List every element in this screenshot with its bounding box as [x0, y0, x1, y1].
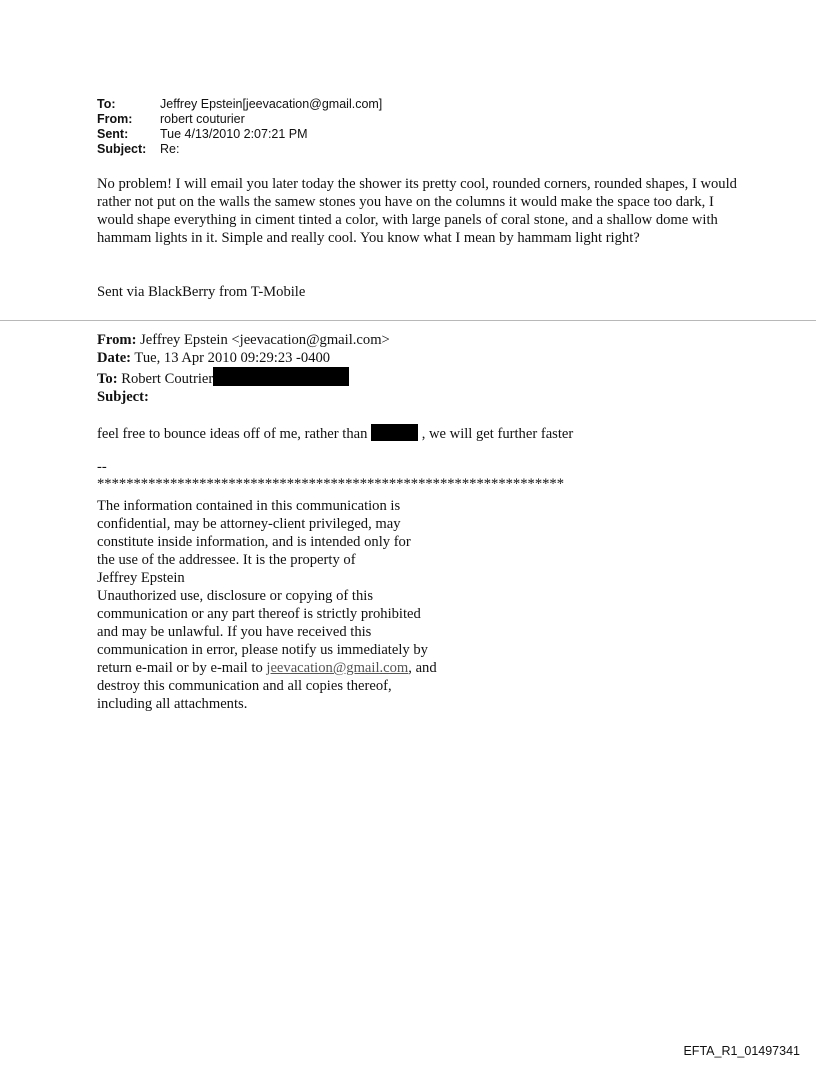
- quoted-date-label: Date:: [97, 350, 132, 366]
- disclaimer-link-line: [97, 659, 477, 677]
- quoted-from-value: Jeffrey Epstein <jeevacation@gmail.com>: [136, 332, 390, 348]
- to-label: To:: [97, 97, 116, 111]
- subject-row: [97, 142, 382, 157]
- asterisk-line: ****************************************************************: [97, 476, 564, 492]
- disclaimer-line: confidential, may be attorney-client privileged, may: [97, 516, 401, 532]
- to-value: Jeffrey Epstein[jeevacation@gmail.com]: [160, 97, 383, 111]
- disclaimer-line: and may be unlawful. If you have received this: [97, 624, 372, 640]
- quoted-to-row: [97, 367, 390, 388]
- quoted-header: [97, 331, 390, 406]
- quoted-body-after: , we will get further faster: [418, 426, 574, 442]
- sent-label: Sent:: [97, 127, 129, 141]
- from-row: [97, 112, 382, 127]
- quoted-to-value: Robert Coutrier: [117, 371, 214, 387]
- reply-body: No problem! I will email you later today the shower its pretty cool, rounded corners, rounded shapes, I would rather not put on the walls the samew stones you have on the columns it would make the space too dark, I would shape everything in ciment tinted a color, with large panels of coral stone, and a shallow dome with hammam lights in it. Simple and really cool. You know what I mean by hammam light right?: [97, 176, 737, 246]
- subject-value: Re:: [160, 142, 180, 156]
- document-id: EFTA_R1_01497341: [683, 1044, 800, 1058]
- disclaimer-line: the use of the addressee. It is the property of: [97, 552, 356, 568]
- sent-value: Tue 4/13/2010 2:07:21 PM: [160, 127, 308, 141]
- disclaimer-line: The information contained in this communication is: [97, 498, 401, 514]
- sent-row: [97, 127, 382, 142]
- disclaimer-line: communication or any part thereof is strictly prohibited: [97, 606, 421, 622]
- disclaimer-line: Unauthorized use, disclosure or copying of this: [97, 588, 374, 604]
- quoted-from-row: [97, 331, 390, 349]
- disclaimer-line: including all attachments.: [97, 696, 248, 712]
- redaction-box: [371, 424, 418, 441]
- divider: [0, 320, 816, 321]
- disclaimer: [97, 497, 477, 713]
- quoted-body-before: feel free to bounce ideas off of me, rather than: [97, 426, 372, 442]
- email-header: [97, 97, 382, 157]
- quoted-subject-label: Subject:: [97, 389, 149, 405]
- disclaimer-link-pre: return e-mail or by e-mail to: [97, 660, 267, 676]
- disclaimer-line: constitute inside information, and is intended only for: [97, 534, 411, 550]
- signature-dash: --: [97, 459, 107, 475]
- from-value: robert couturier: [160, 112, 245, 126]
- disclaimer-line: destroy this communication and all copies thereof,: [97, 678, 392, 694]
- disclaimer-link-post: , and: [408, 660, 437, 676]
- from-label: From:: [97, 112, 133, 126]
- quoted-date-row: [97, 349, 390, 367]
- quoted-body: [97, 424, 573, 443]
- subject-label: Subject:: [97, 142, 147, 156]
- quoted-to-label: To:: [97, 371, 118, 387]
- email-link[interactable]: jeevacation@gmail.com: [266, 660, 409, 676]
- quoted-from-label: From:: [97, 332, 137, 348]
- to-row: [97, 97, 382, 112]
- quoted-subject-row: [97, 388, 390, 406]
- disclaimer-line: communication in error, please notify us immediately by: [97, 642, 428, 658]
- disclaimer-line: Jeffrey Epstein: [97, 570, 185, 586]
- redaction-box: [213, 367, 349, 386]
- reply-signature: Sent via BlackBerry from T-Mobile: [97, 284, 306, 300]
- quoted-date-value: Tue, 13 Apr 2010 09:29:23 -0400: [131, 350, 331, 366]
